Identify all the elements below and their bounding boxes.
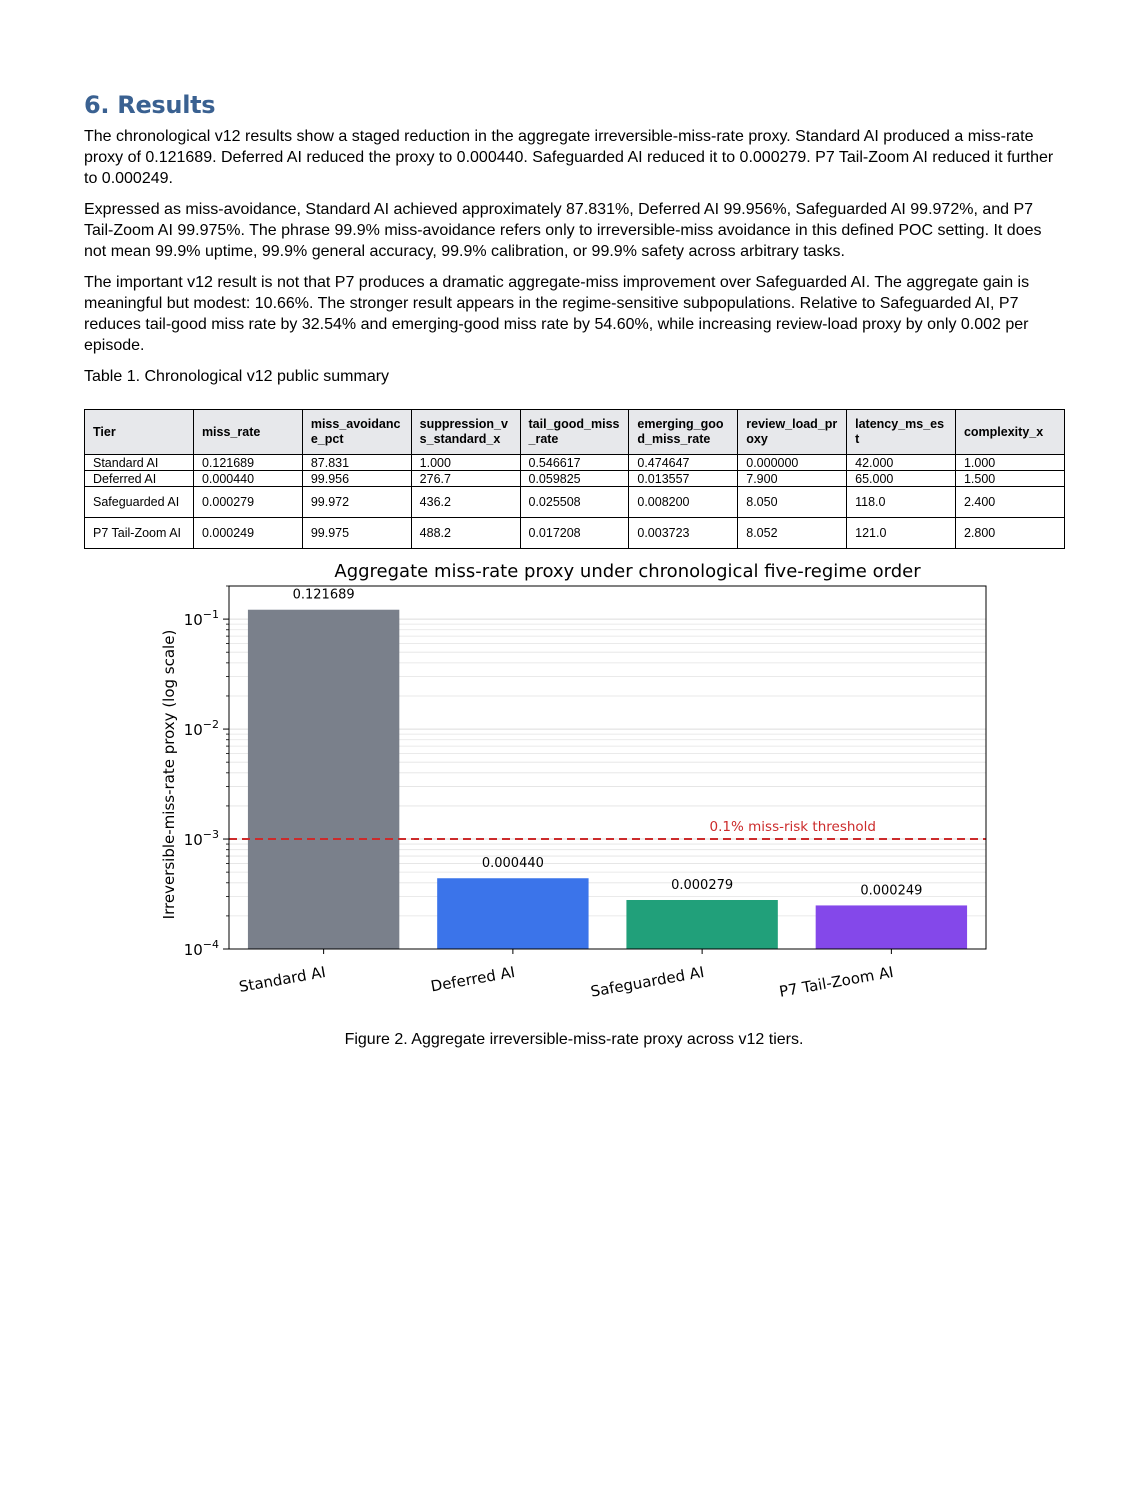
cell: 436.2 (411, 487, 520, 518)
cell: 0.013557 (629, 471, 738, 487)
cell: 0.008200 (629, 487, 738, 518)
x-tick-label: Deferred AI (429, 962, 517, 996)
cell: 118.0 (847, 487, 956, 518)
col-header-complexity: complexity_x (955, 410, 1064, 455)
cell: 87.831 (302, 455, 411, 471)
cell: 1.000 (411, 455, 520, 471)
bar-chart-figure (150, 555, 1000, 1010)
chart-title: Aggregate miss-rate proxy under chronological five-regime order (334, 561, 921, 582)
cell: 276.7 (411, 471, 520, 487)
cell: 0.017208 (520, 518, 629, 549)
cell: 99.975 (302, 518, 411, 549)
col-header-review-load: review_load_proxy (738, 410, 847, 455)
col-header-tail-good: tail_good_miss_rate (520, 410, 629, 455)
col-header-miss-avoidance: miss_avoidance_pct (302, 410, 411, 455)
section-heading: 6. Results (84, 91, 216, 119)
data-label: 0.000440 (481, 856, 544, 872)
summary-table (84, 409, 1065, 549)
col-header-emerging-good: emerging_good_miss_rate (629, 410, 738, 455)
bar-standard-ai (248, 610, 399, 949)
y-tick-label: $10^{-2}$ (183, 718, 219, 740)
x-tick-label: Standard AI (237, 962, 328, 996)
table-row (85, 455, 1065, 471)
table-row (85, 471, 1065, 487)
cell: 1.000 (955, 455, 1064, 471)
data-label: 0.000279 (671, 877, 734, 893)
cell: 0.546617 (520, 455, 629, 471)
y-tick-label: $10^{-4}$ (183, 938, 219, 959)
table-caption: Table 1. Chronological v12 public summary (84, 368, 390, 385)
y-axis-label: Irreversible-miss-rate proxy (log scale) (160, 629, 178, 920)
cell: 488.2 (411, 518, 520, 549)
y-tick-label: $10^{-3}$ (183, 828, 219, 850)
cell: 0.000000 (738, 455, 847, 471)
threshold-label: 0.1% miss-risk threshold (709, 819, 876, 836)
cell: 0.000249 (193, 518, 302, 549)
data-label: 0.000249 (860, 883, 923, 899)
bar-safeguarded-ai (626, 900, 777, 949)
cell: 2.800 (955, 518, 1064, 549)
paragraph-2: Expressed as miss-avoidance, Standard AI achieved approximately 87.831%, Deferred AI 99.956%, Safeguarded AI 99.972%, and P7 Tail-Zoom AI 99.975%. The phrase 99.9% miss-avoidance refers only to irreversible-miss avoidance in this defined POC setting. It does not mean 99.9% uptime, 99.9% general accuracy, 99.9% calibration, or 99.9% safety across arbitrary tasks. (84, 201, 1042, 260)
x-tick-label: Safeguarded AI (589, 962, 706, 1001)
bar-deferred-ai (437, 878, 588, 949)
col-header-suppression: suppression_vs_standard_x (411, 410, 520, 455)
cell: 7.900 (738, 471, 847, 487)
cell-tier: P7 Tail-Zoom AI (85, 518, 194, 549)
cell: 99.956 (302, 471, 411, 487)
cell: 0.000440 (193, 471, 302, 487)
cell: 8.052 (738, 518, 847, 549)
cell: 0.003723 (629, 518, 738, 549)
cell: 1.500 (955, 471, 1064, 487)
results-section (84, 88, 1065, 549)
cell: 121.0 (847, 518, 956, 549)
paragraph-1: The chronological v12 results show a staged reduction in the aggregate irreversible-miss-rate proxy. Standard AI produced a miss-rate proxy of 0.121689. Deferred AI reduced the proxy to 0.000440. Safeguarded AI reduced it to 0.000279. P7 Tail-Zoom AI reduced it further to 0.000249. (84, 128, 1054, 187)
bar-p7-tail-zoom-ai (816, 905, 967, 949)
cell: 42.000 (847, 455, 956, 471)
cell: 2.400 (955, 487, 1064, 518)
x-tick-label: P7 Tail-Zoom AI (777, 962, 895, 1001)
cell: 0.025508 (520, 487, 629, 518)
cell-tier: Deferred AI (85, 471, 194, 487)
col-header-tier: Tier (85, 410, 194, 455)
table-header-row (85, 410, 1065, 455)
col-header-latency: latency_ms_est (847, 410, 956, 455)
cell: 65.000 (847, 471, 956, 487)
cell: 0.059825 (520, 471, 629, 487)
table-row (85, 518, 1065, 549)
cell: 0.474647 (629, 455, 738, 471)
paragraph-3: The important v12 result is not that P7 produces a dramatic aggregate-miss improvement over Safeguarded AI. The aggregate gain is meaningful but modest: 10.66%. The stronger result appears in the regime-sensitive subpopulations. Relative to Safeguarded AI, P7 reduces tail-good miss rate by 32.54% and emerging-good miss rate by 54.60%, while increasing review-load proxy by only 0.002 per episode. (84, 274, 1030, 354)
cell-tier: Safeguarded AI (85, 487, 194, 518)
cell: 0.000279 (193, 487, 302, 518)
bar-chart (150, 555, 1000, 1010)
cell: 99.972 (302, 487, 411, 518)
cell: 8.050 (738, 487, 847, 518)
y-tick-label: $10^{-1}$ (183, 608, 219, 630)
cell-tier: Standard AI (85, 455, 194, 471)
cell: 0.121689 (193, 455, 302, 471)
col-header-miss-rate: miss_rate (193, 410, 302, 455)
table-row (85, 487, 1065, 518)
data-label: 0.121689 (292, 587, 355, 603)
figure-caption: Figure 2. Aggregate irreversible-miss-rate proxy across v12 tiers. (344, 1031, 804, 1048)
